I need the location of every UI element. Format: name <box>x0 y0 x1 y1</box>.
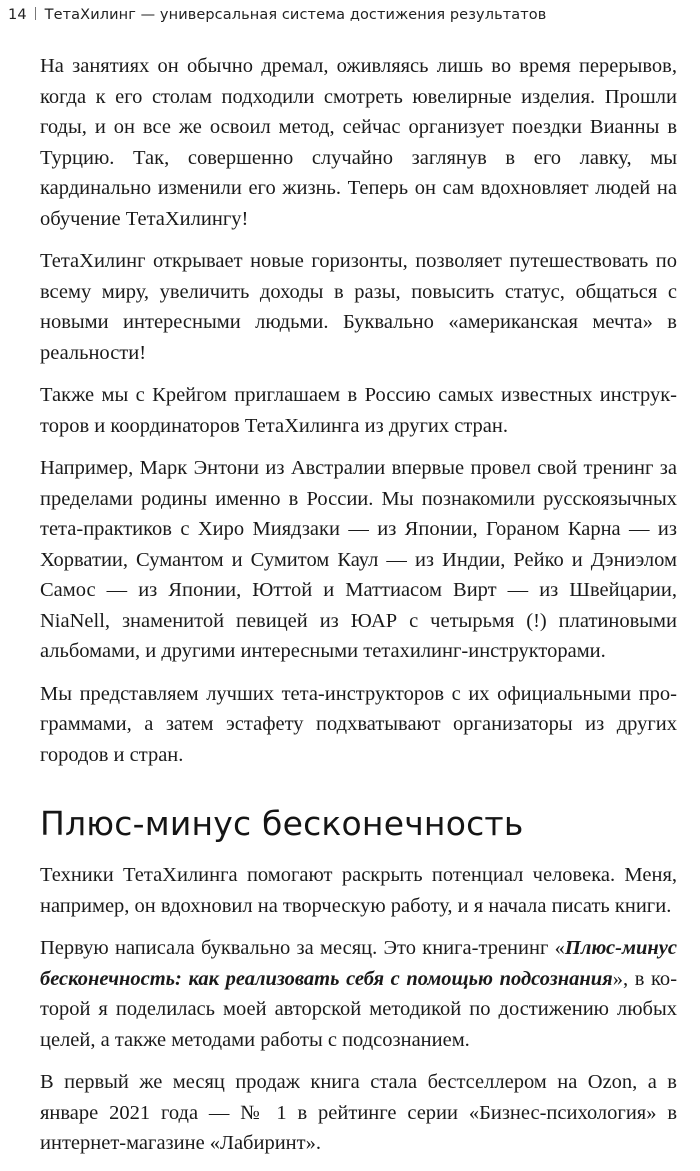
book-title: Плюс-минус бесконечность: как реализовать себя с помощью подсознания <box>40 937 677 990</box>
paragraph <box>40 933 677 1055</box>
header-divider <box>35 7 36 20</box>
section-heading: Плюс-минус бесконечность <box>40 804 524 843</box>
paragraph: Например, Марк Энтони из Австралии впервые провел свой тренинг за пределами родины именно в России. Мы познакомили русскоязычных тета-практиков с Хиро Миядзаки — из Японии, Гораном Карна — из Хорватии, Сумантом и Сумитом Каул — из Индии, Рейко и Дэниэлом Самос — из Японии, Юттой и Маттиасом Вирт — из Швейцарии, NiaNell, знаменитой певицей из ЮАР с четырьмя (!) платиновыми альбомами, и другими интересными тетахилинг-инструкторами. <box>40 457 677 662</box>
paragraph-text: Первую написала буквально за месяц. Это книга-тренинг « <box>40 937 565 959</box>
paragraph: ТетаХилинг открывает новые горизонты, позволяет путешествовать по всему миру, увеличить доходы в разы, повысить статус, общаться с новыми интересными людьми. Буквально «американская мечта» в реальности! <box>40 250 677 364</box>
paragraph: Также мы с Крейгом приглашаем в Россию самых известных инструкторов и координаторов ТетаХилинга из других стран. <box>40 384 677 437</box>
paragraph-text: », в которой я поделилась моей авторской методикой по достижению любых целей, а также методами работы с подсознанием. <box>40 967 678 1051</box>
paragraph: На занятиях он обычно дремал, оживляясь лишь во время перерывов, когда к его столам подходили смотреть ювелирные изделия. Прошли годы, и он все же освоил метод, сейчас организует поездки Вианны в Турцию. Так, совершенно случайно заглянув в его лавку, мы кардинально изменили его жизнь. Теперь он сам вдохновляет людей на обучение ТетаХилингу! <box>40 55 677 230</box>
running-title: ТетаХилинг — универсальная система достижения результатов <box>44 7 547 23</box>
paragraph: Техники ТетаХилинга помогают раскрыть потенциал человека. Меня, например, он вдохновил на творческую работу, и я начала писать книги. <box>40 864 677 917</box>
page-body <box>40 51 677 1171</box>
page-number: 14 <box>8 7 27 23</box>
paragraph: Мы представляем лучших тета-инструкторов с их официальными программами, а затем эстафету подхватывают организаторы из других городов и стран. <box>40 682 677 766</box>
running-head <box>8 7 692 29</box>
paragraph: В первый же месяц продаж книга стала бестселлером на Ozon, а в январе 2021 года — № 1 в рейтинге серии «Бизнес-психология» в интернет-магазине «Лабиринт». <box>40 1071 677 1154</box>
